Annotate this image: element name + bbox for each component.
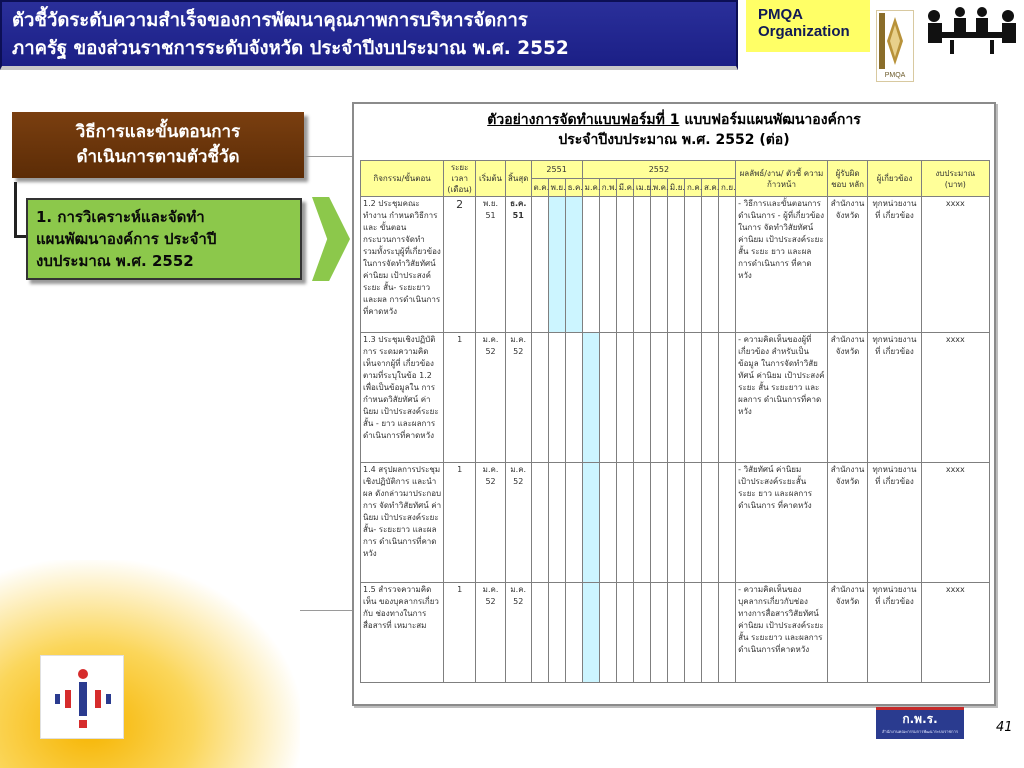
month-header: พ.ค.: [650, 179, 667, 197]
table-row: [361, 333, 990, 463]
gantt-cell-active: [582, 463, 599, 583]
budget-cell: xxxx: [921, 463, 989, 583]
month-header: มิ.ย.: [667, 179, 684, 197]
end-cell: ม.ค. 52: [505, 463, 531, 583]
activity-cell: 1.3 ประชุมเชิงปฏิบัติการ ระดมความคิดเห็นจากผู้ที่ เกี่ยวข้องตามที่ระบุในข้อ 1.2 เพื่อเป็นข้อมูลใน การกำหนดวิสัยทัศน์ ค่านิยม เป้าประสงค์ระยะ สั้น - ยาว และผลการ ดำเนินการที่คาดหวัง: [361, 333, 444, 463]
table-row: [361, 463, 990, 583]
step-1-line-2: แผนพัฒนาองค์การ ประจำปี: [36, 230, 217, 248]
duration-cell: 1: [444, 333, 476, 463]
form-title-line-2: ประจำปีงบประมาณ พ.ศ. 2552 (ต่อ): [558, 132, 790, 148]
connector-line-bottom: [300, 610, 352, 611]
gantt-cell-active: [582, 333, 599, 463]
step-bracket: [14, 182, 26, 238]
related-cell: ทุกหน่วยงานที่ เกี่ยวข้อง: [868, 197, 921, 333]
col-owner: ผู้รับผิดชอบ หลัก: [827, 161, 868, 197]
col-year-2551: 2551: [531, 161, 582, 179]
month-header: ธ.ค.: [565, 179, 582, 197]
slide-title-line-1: ตัวชี้วัดระดับความสำเร็จของการพัฒนาคุณภาพการบริหารจัดการ: [12, 10, 528, 31]
related-cell: ทุกหน่วยงานที่ เกี่ยวข้อง: [868, 463, 921, 583]
budget-cell: xxxx: [921, 197, 989, 333]
output-cell: - วิสัยทัศน์ ค่านิยม เป้าประสงค์ระยะสั้น ระยะ ยาว และผลการดำเนินการ ที่คาดหวัง: [736, 463, 828, 583]
month-header: มี.ค.: [616, 179, 633, 197]
org-emblem-icon: [41, 656, 125, 740]
col-year-2552: 2552: [582, 161, 735, 179]
activity-cell: 1.2 ประชุมคณะทำงาน กำหนดวิธีการและ ขั้นตอนกระบวนการจัดทำ รวมทั้งระบุผู้ที่เกี่ยวข้อง ในการจัดทำวิสัยทัศน์ ค่านิยม เป้าประสงค์ระยะ สั้น- ระยะยาว และผล การดำเนินการที่คาดหวัง: [361, 197, 444, 333]
col-duration: ระยะเวลา (เดือน): [444, 161, 476, 197]
activity-cell: 1.4 สรุปผลการประชุม เชิงปฏิบัติการ และนำผล ดังกล่าวมาประกอบการ จัดทำวิสัยทัศน์ ค่านิยม เป้าประสงค์ระยะสั้น- ระยะยาว และผลการ ดำเนินการที่คาดหวัง: [361, 463, 444, 583]
output-cell: - ความคิดเห็นของ บุคลากรเกี่ยวกับช่อง ทางการสื่อสารวิสัยทัศน์ ค่านิยม เป้าประสงค์ระยะ สั้น ระยะยาว และผลการ ดำเนินการที่คาดหวัง: [736, 583, 828, 683]
col-end: สิ้นสุด: [505, 161, 531, 197]
budget-cell: xxxx: [921, 333, 989, 463]
opdc-label: ก.พ.ร.: [902, 712, 938, 726]
form-title-underlined: ตัวอย่างการจัดทำแบบฟอร์มที่ 1: [487, 112, 680, 128]
month-header: ก.ค.: [684, 179, 701, 197]
pmqa-label: PMQA: [758, 6, 803, 23]
start-cell: พ.ย. 51: [476, 197, 506, 333]
table-row: [361, 197, 990, 333]
col-activity: กิจกรรม/ขั้นตอน: [361, 161, 444, 197]
connector-line: [304, 156, 352, 157]
month-header: ม.ค.: [582, 179, 599, 197]
start-cell: ม.ค. 52: [476, 333, 506, 463]
duration-cell: 2: [444, 197, 476, 333]
pmqa-logo-text: PMQA: [884, 72, 906, 79]
owner-cell: สำนักงาน จังหวัด: [827, 197, 868, 333]
start-cell: ม.ค. 52: [476, 583, 506, 683]
page-number: 41: [996, 720, 1013, 735]
month-header: เม.ย.: [633, 179, 650, 197]
organization-logo: [40, 655, 124, 739]
slide-title-bar: [0, 0, 738, 70]
step-1-box: [26, 198, 302, 280]
duration-cell: 1: [444, 583, 476, 683]
table-row: [361, 583, 990, 683]
opdc-logo: [876, 707, 964, 739]
step-1-line-1: 1. การวิเคราะห์และจัดทำ: [36, 208, 205, 226]
month-header: ก.พ.: [599, 179, 616, 197]
owner-cell: สำนักงาน จังหวัด: [827, 583, 868, 683]
gantt-cell-active: [548, 197, 565, 333]
activity-cell: 1.5 สำรวจความคิดเห็น ของบุคลากรเกี่ยวกับ ช่องทางในการสื่อสารที่ เหมาะสม: [361, 583, 444, 683]
gantt-cell-active: [565, 197, 582, 333]
form-title-rest: แบบฟอร์มแผนพัฒนาองค์การ: [679, 112, 861, 128]
output-cell: - วิธีการและขั้นตอนการ ดำเนินการ - ผู้ที่เกี่ยวข้องในการ จัดทำวิสัยทัศน์ ค่านิยม เป้าประสงค์ระยะสั้น ระยะ ยาว และผลการดำเนินการ ที่คาดหวัง: [736, 197, 828, 333]
method-steps-label: [12, 112, 304, 178]
month-header: ส.ค.: [702, 179, 719, 197]
step-1-line-3: งบประมาณ พ.ศ. 2552: [36, 252, 194, 270]
pmqa-logo: [876, 10, 914, 82]
method-label-line-2: ดำเนินการตามตัวชี้วัด: [76, 147, 240, 167]
method-label-line-1: วิธีการและขั้นตอนการ: [75, 122, 241, 142]
pmqa-emblem-icon: [877, 11, 913, 71]
meeting-people-icon: [920, 2, 1022, 56]
col-start: เริ่มต้น: [476, 161, 506, 197]
organization-label: Organization: [758, 23, 850, 40]
budget-cell: xxxx: [921, 583, 989, 683]
month-header: ต.ค.: [531, 179, 548, 197]
output-cell: - ความคิดเห็นของผู้ที่ เกี่ยวข้อง สำหรับเป็นข้อมูล ในการจัดทำวิสัยทัศน์ ค่านิยม เป้าประสงค์ระยะ สั้น ระยะยาว และผลการ ดำเนินการที่คาดหวัง: [736, 333, 828, 463]
month-header: ก.ย.: [719, 179, 736, 197]
col-related: ผู้เกี่ยวข้อง: [868, 161, 921, 197]
start-cell: ม.ค. 52: [476, 463, 506, 583]
pmqa-organization-badge: [746, 0, 870, 52]
related-cell: ทุกหน่วยงานที่ เกี่ยวข้อง: [868, 583, 921, 683]
owner-cell: สำนักงาน จังหวัด: [827, 333, 868, 463]
opdc-subtitle: สำนักงานคณะกรรมการพัฒนาระบบราชการ: [881, 729, 958, 734]
owner-cell: สำนักงาน จังหวัด: [827, 463, 868, 583]
related-cell: ทุกหน่วยงานที่ เกี่ยวข้อง: [868, 333, 921, 463]
slide-title-line-2: ภาครัฐ ของส่วนราชการระดับจังหวัด ประจำปีงบประมาณ พ.ศ. 2552: [12, 38, 569, 59]
end-cell: ม.ค. 52: [505, 333, 531, 463]
end-cell: ธ.ค. 51: [505, 197, 531, 333]
month-header: พ.ย.: [548, 179, 565, 197]
chevron-right-icon: [312, 197, 350, 281]
duration-cell: 1: [444, 463, 476, 583]
end-cell: ม.ค. 52: [505, 583, 531, 683]
col-budget: งบประมาณ (บาท): [921, 161, 989, 197]
form-title: [354, 110, 994, 150]
gantt-cell-active: [582, 583, 599, 683]
form-example-panel: [352, 102, 996, 706]
development-plan-table: [360, 160, 990, 683]
col-output: ผลลัพธ์/งาน/ ตัวชี้ ความก้าวหน้า: [736, 161, 828, 197]
